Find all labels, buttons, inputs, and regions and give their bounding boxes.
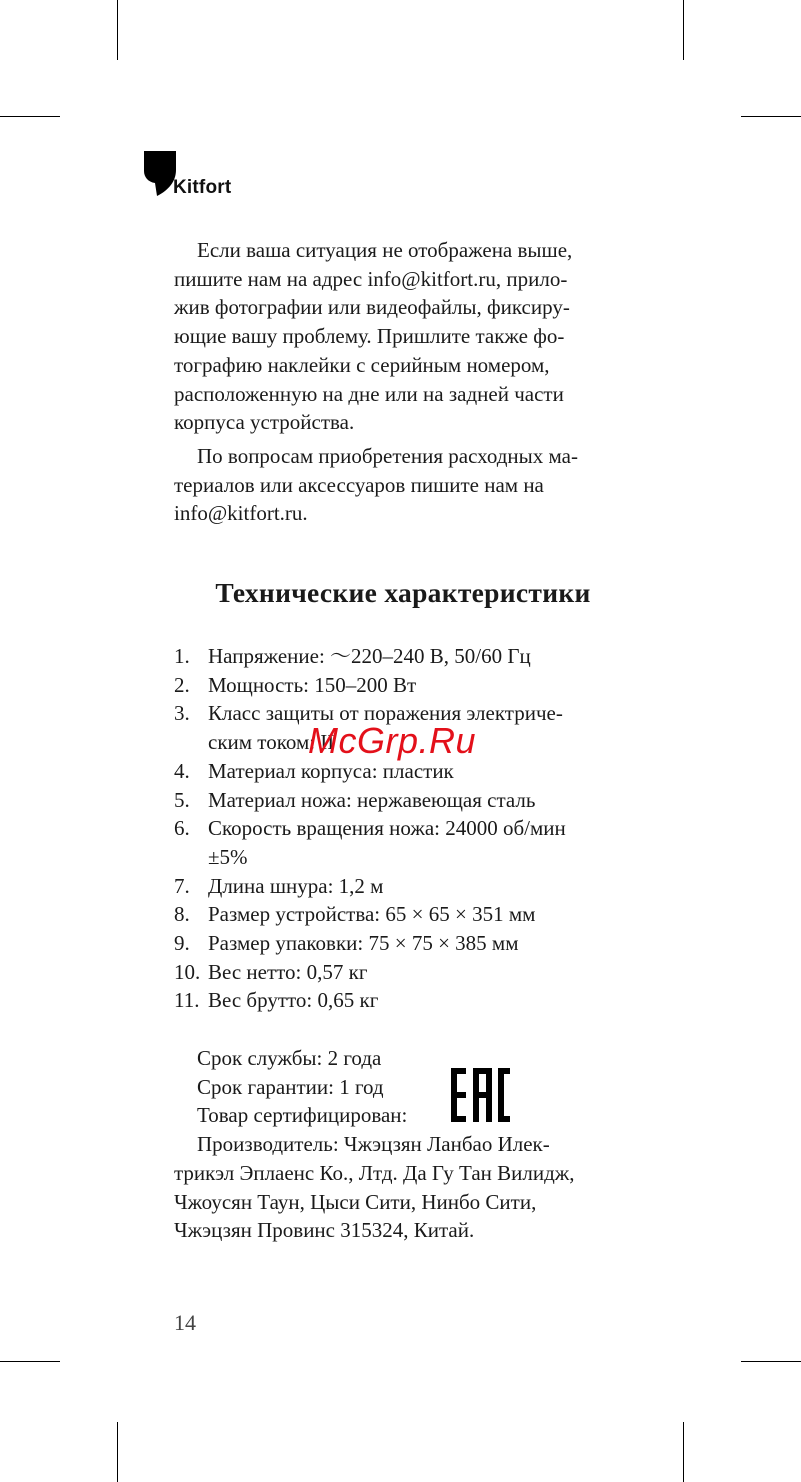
- warranty-period: Срок гарантии: 1 год: [197, 1074, 384, 1099]
- crop-mark-bottom-left: [117, 1422, 118, 1482]
- certification-label: Товар сертифицирован:: [197, 1103, 408, 1128]
- spec-item: 10. Вес нетто: 0,57 кг: [174, 959, 368, 984]
- crop-mark-top-right: [683, 0, 684, 60]
- specifications-list: [174, 642, 644, 1015]
- page-number: 14: [174, 1310, 196, 1335]
- crop-mark-left-lower: [0, 1361, 60, 1362]
- support-paragraphs: [174, 236, 644, 528]
- spec-item: 5. Материал ножа: нержавеющая сталь: [174, 787, 536, 812]
- spec-item: 11. Вес брутто: 0,65 кг: [174, 988, 379, 1013]
- paragraph-accessories-contact: По вопросам приобретения расходных ма- териалов или аксессуаров пишите нам на info@kitfort.ru.: [174, 443, 578, 526]
- spec-item: 9. Размер упаковки: 75 × 75 × 385 мм: [174, 931, 519, 956]
- crop-mark-top-left: [117, 0, 118, 60]
- manufacturer-info: Производитель: Чжэцзян Ланбао Илек- трикэл Эплаенс Ко., Лтд. Да Гу Тан Вилидж, Чжоусян Таун, Цыси Сити, Нинбо Сити, Чжэцзян Провинс 315324, Китай.: [174, 1132, 575, 1243]
- spec-item: 2. Мощность: 150–200 Вт: [174, 672, 417, 697]
- crop-mark-left-upper: [0, 116, 60, 117]
- spec-item: 4. Материал корпуса: пластик: [174, 758, 454, 783]
- brand-logo: [143, 150, 253, 198]
- brand-name: Kitfort: [173, 177, 232, 198]
- spec-item: 3. Класс защиты от поражения электриче- ским током: II: [174, 701, 563, 755]
- spec-item: 6. Скорость вращения ножа: 24000 об/мин ±5%: [174, 816, 566, 869]
- paragraph-support-contact: Если ваша ситуация не отображена выше, пишите нам на адрес info@kitfort.ru, прило- жив фотографии или видеофайлы, фиксиру- ющие вашу проблему. Пришлите также фо- тографию наклейки с серийным номером, расположенную на дне или на задней части корпуса устройства.: [174, 238, 573, 435]
- service-life: Срок службы: 2 года: [197, 1046, 382, 1070]
- crop-mark-right-lower: [741, 1361, 801, 1362]
- spec-item: 8. Размер устройства: 65 × 65 × 351 мм: [174, 902, 536, 927]
- spec-item: 7. Длина шнура: 1,2 м: [174, 873, 384, 898]
- crop-mark-bottom-right: [683, 1422, 684, 1482]
- service-info: [174, 1044, 644, 1245]
- section-heading-specifications: Технические характеристики: [215, 577, 591, 608]
- eac-certification-mark-icon: [451, 1068, 511, 1122]
- kitfort-logo-icon: [143, 150, 177, 198]
- spec-item: 1. Напряжение: ～220–240 В, 50/60 Гц: [174, 644, 531, 668]
- watermark: McGrp.Ru: [308, 720, 477, 761]
- crop-mark-right-upper: [741, 116, 801, 117]
